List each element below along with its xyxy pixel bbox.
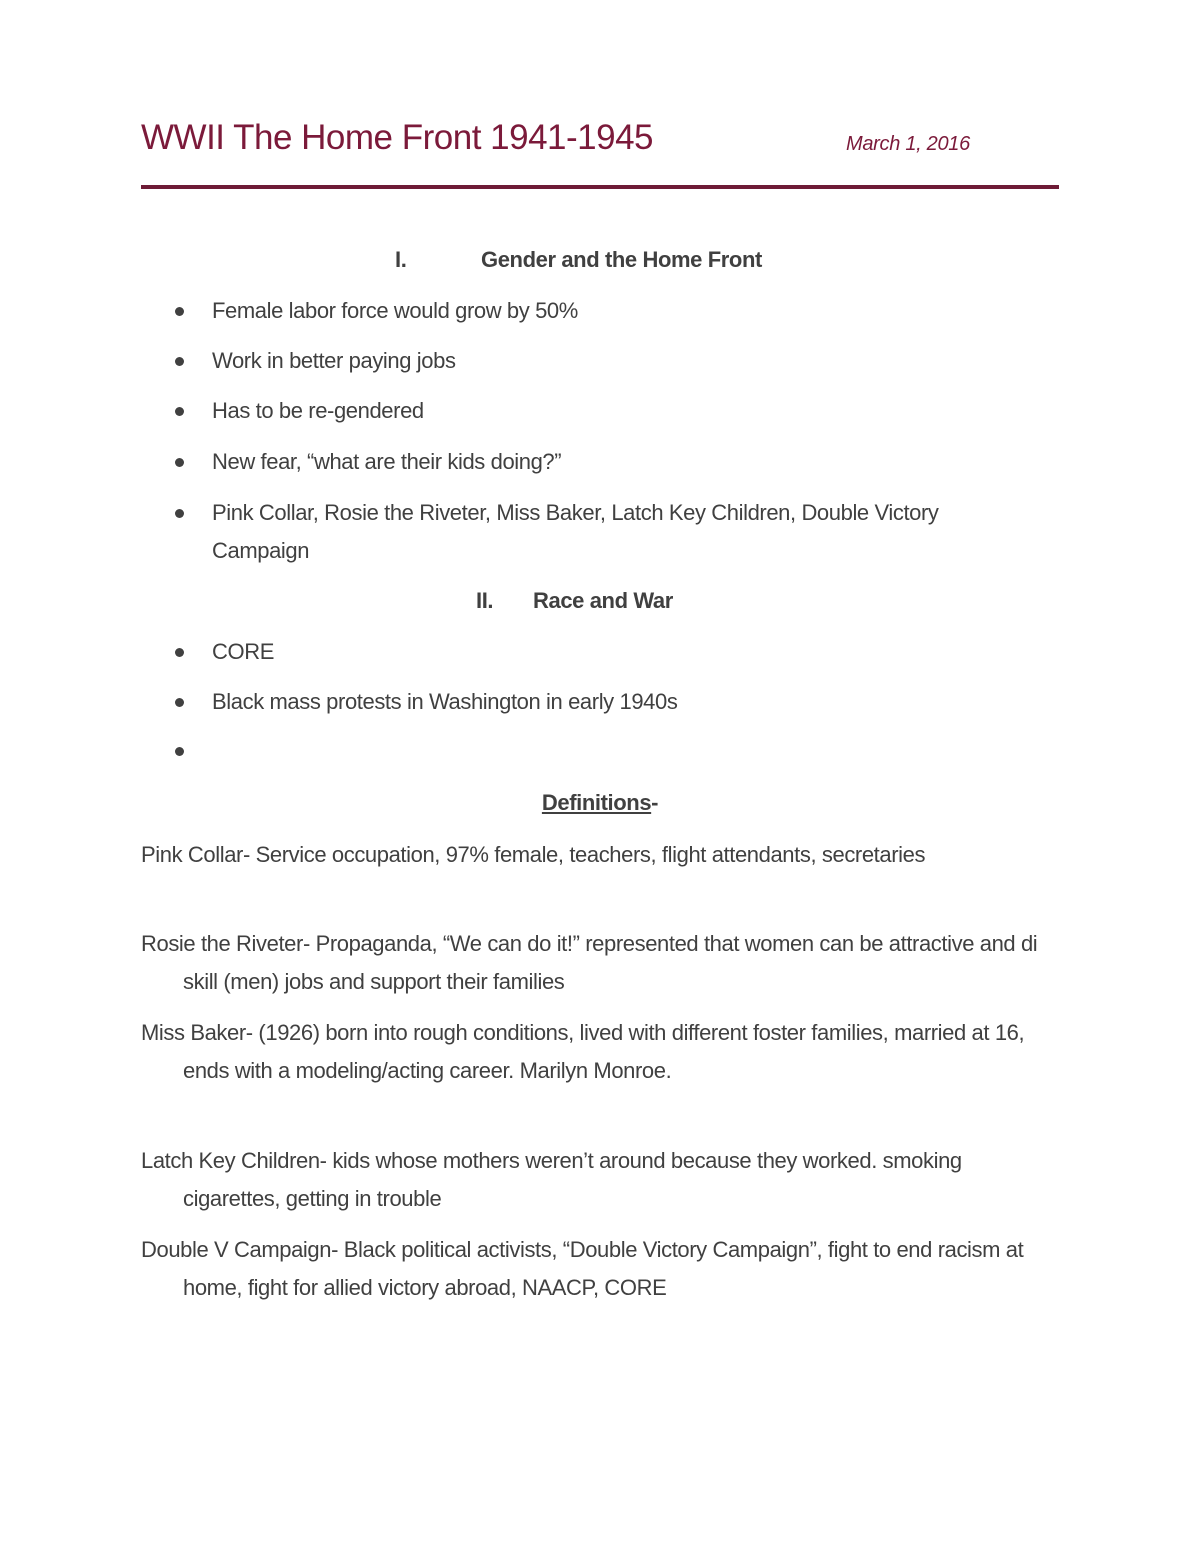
list-item: Has to be re-gendered: [175, 392, 1035, 430]
definition-miss-baker: Miss Baker- (1926) born into rough conditions, lived with different foster families, married at 16, ends with a modeling/acting career. Marilyn Monroe.: [141, 1020, 1025, 1083]
document-title: WWII The Home Front 1941-1945: [141, 118, 654, 157]
section-heading-race: [476, 588, 673, 614]
definition-pink-collar: Pink Collar- Service occupation, 97% female, teachers, flight attendants, secretaries: [141, 842, 926, 867]
bullet-icon: [175, 307, 184, 316]
section-numeral: II.: [476, 588, 494, 613]
bullet-icon: [175, 509, 184, 518]
title-divider: [141, 185, 1059, 189]
definitions-heading: Definitions-: [541, 790, 659, 815]
bullet-icon: [175, 698, 184, 707]
section-numeral: I.: [395, 247, 407, 272]
bullet-icon: [175, 747, 184, 756]
definition-latch-key-children: Latch Key Children- kids whose mothers weren’t around because they worked. smoking cigarettes, getting in trouble: [141, 1148, 962, 1211]
bullet-icon: [175, 407, 184, 416]
bullet-icon: [175, 458, 184, 467]
bullet-icon: [175, 648, 184, 657]
bullet-icon: [175, 357, 184, 366]
definition-rosie-the-riveter: Rosie the Riveter- Propaganda, “We can do it!” represented that women can be attractive and di skill (men) jobs and support their families: [141, 931, 1038, 994]
list-item: Work in better paying jobs: [175, 342, 1035, 380]
list-item: Female labor force would grow by 50%: [175, 292, 1035, 330]
list-item: Black mass protests in Washington in early 1940s: [175, 683, 1035, 721]
section-title: Gender and the Home Front: [481, 247, 762, 272]
list-item: Pink Collar, Rosie the Riveter, Miss Baker, Latch Key Children, Double Victory Campaign: [175, 494, 1035, 570]
section-heading-gender: [395, 247, 762, 273]
section-title: Race and War: [533, 588, 673, 613]
definition-double-v-campaign: Double V Campaign- Black political activists, “Double Victory Campaign”, fight to end racism at home, fight for allied victory abroad, NAACP, CORE: [141, 1237, 1024, 1300]
document-date: March 1, 2016: [846, 133, 970, 155]
list-item: CORE: [175, 633, 1035, 671]
list-item: New fear, “what are their kids doing?”: [175, 443, 1035, 481]
